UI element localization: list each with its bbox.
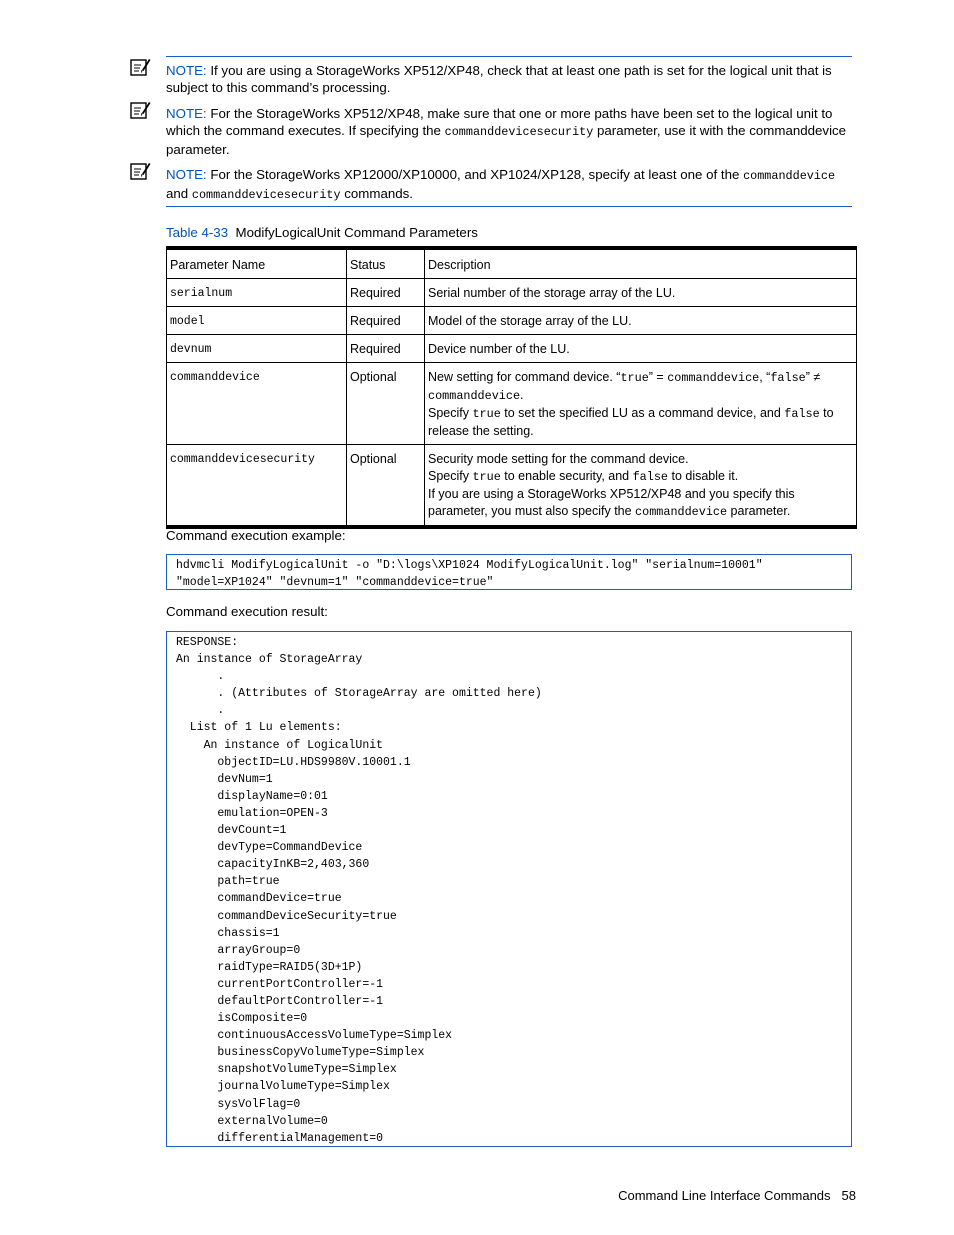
- table-row: [167, 363, 857, 445]
- inline-text: ” =: [648, 370, 668, 384]
- header-description: Description: [425, 248, 857, 279]
- inline-code: commanddevicesecurity: [191, 188, 341, 202]
- inline-text: Security mode setting for the command device.: [428, 452, 689, 466]
- inline-code: commanddevicesecurity: [444, 125, 594, 139]
- note-label: NOTE:: [166, 106, 207, 121]
- description-line: [428, 468, 853, 486]
- inline-code: false: [784, 407, 820, 421]
- header-status: Status: [347, 248, 425, 279]
- note-pad-icon: [130, 57, 151, 77]
- table-caption: [166, 225, 478, 240]
- note-label: NOTE:: [166, 167, 207, 182]
- parameter-name-cell: model: [167, 307, 347, 335]
- inline-text: commands.: [340, 186, 413, 201]
- table-row: [167, 445, 857, 528]
- inline-code: true: [620, 371, 649, 385]
- example-code: hdvmcli ModifyLogicalUnit -o "D:\logs\XP1024 ModifyLogicalUnit.log" "serialnum=10001" "model=XP1024" "devnum=1" "commanddevice=true": [176, 559, 763, 590]
- parameters-table: [166, 246, 857, 529]
- description-line: [428, 369, 853, 405]
- inline-text: Specify: [428, 469, 473, 483]
- inline-text: ” ≠: [805, 370, 821, 384]
- note-text: [166, 62, 856, 96]
- inline-text: and: [166, 186, 192, 201]
- parameter-name-cell: devnum: [167, 335, 347, 363]
- inline-text: to disable it.: [668, 469, 739, 483]
- inline-code: commanddevice: [743, 169, 836, 183]
- inline-text: .: [520, 388, 524, 402]
- status-cell: Optional: [347, 363, 425, 445]
- note-text: [166, 166, 856, 204]
- example-label: Command execution example:: [166, 528, 346, 543]
- description-line: [428, 285, 853, 302]
- note-pad-icon: [130, 100, 151, 120]
- table-row: [167, 307, 857, 335]
- inline-code: false: [770, 371, 806, 385]
- status-cell: Required: [347, 307, 425, 335]
- table-row: [167, 335, 857, 363]
- footer-section: Command Line Interface Commands: [618, 1188, 831, 1203]
- inline-text: to set the specified LU as a command device, and: [500, 406, 785, 420]
- inline-code: commanddevice: [667, 371, 760, 385]
- inline-code: true: [472, 470, 501, 484]
- inline-text: to enable security, and: [500, 469, 633, 483]
- note-label: NOTE:: [166, 63, 207, 78]
- inline-text: For the StorageWorks XP512/XP48, make sure that one or more paths have been set to the logical unit to which the command executes. If specifying the: [166, 106, 833, 138]
- inline-text: to release the setting.: [428, 406, 834, 438]
- description-line: [428, 405, 853, 440]
- inline-text: If you are using a StorageWorks XP512/XP48 and you specify this parameter, you must also specify the: [428, 487, 795, 518]
- inline-text: parameter.: [727, 504, 791, 518]
- inline-text: Device number of the LU.: [428, 342, 570, 356]
- inline-text: parameter, use it with the commanddevice parameter.: [166, 123, 847, 157]
- description-cell: [425, 279, 857, 307]
- inline-code: commanddevice: [428, 389, 521, 403]
- page-number: 58: [841, 1188, 856, 1203]
- description-cell: [425, 445, 857, 528]
- table-row: [167, 279, 857, 307]
- status-cell: Required: [347, 335, 425, 363]
- result-code: RESPONSE: An instance of StorageArray . . (Attributes of StorageArray are omitted here) . List of 1 Lu elements: An instance of LogicalUnit objectID=LU.HDS9980V.10001.1 devNum=1 displayName=0:01 emulation=OPEN-3 devCount=1 devType=CommandDevice capacityInKB=2,403,360 path=true commandDevice=true commandDeviceSecurity=true chassis=1 arrayGroup=0 raidType=RAID5(3D+1P) currentPortController=-1 defaultPortController=-1 isComposite=0 continuousAccessVolumeType=Simplex businessCopyVolumeType=Simplex snapshotVolumeType=Simplex journalVolumeType=Simplex sysVolFlag=0 externalVolume=0 differentialManagement=0: [176, 636, 542, 1145]
- parameter-name-cell: serialnum: [167, 279, 347, 307]
- notes-top-rule: [166, 56, 852, 57]
- table-number: Table 4-33: [166, 225, 229, 240]
- description-line: [428, 341, 853, 358]
- page-footer: [618, 1188, 856, 1203]
- result-code-box: [166, 631, 852, 1147]
- example-code-box: [166, 554, 852, 590]
- result-label: Command execution result:: [166, 604, 328, 619]
- parameter-name-cell: commanddevicesecurity: [167, 445, 347, 528]
- note-text: [166, 105, 856, 158]
- description-cell: [425, 335, 857, 363]
- description-cell: [425, 307, 857, 335]
- inline-text: If you are using a StorageWorks XP512/XP48, check that at least one path is set for the logical unit that is subject to this command’s processing.: [166, 63, 832, 95]
- description-line: [428, 486, 853, 521]
- inline-text: Model of the storage array of the LU.: [428, 314, 632, 328]
- description-line: [428, 313, 853, 330]
- status-cell: Optional: [347, 445, 425, 528]
- inline-text: For the StorageWorks XP12000/XP10000, and XP1024/XP128, specify at least one of the: [206, 167, 744, 182]
- status-cell: Required: [347, 279, 425, 307]
- inline-text: Serial number of the storage array of the LU.: [428, 286, 676, 300]
- parameter-name-cell: commanddevice: [167, 363, 347, 445]
- note-pad-icon: [130, 161, 151, 181]
- inline-code: true: [472, 407, 501, 421]
- inline-text: , “: [759, 370, 771, 384]
- header-parameter-name: Parameter Name: [167, 248, 347, 279]
- inline-text: New setting for command device. “: [428, 370, 621, 384]
- notes-bottom-rule: [166, 206, 852, 207]
- inline-code: commanddevice: [635, 505, 728, 519]
- description-cell: [425, 363, 857, 445]
- table-header-row: [167, 248, 857, 279]
- description-line: [428, 451, 853, 468]
- table-title: ModifyLogicalUnit Command Parameters: [235, 225, 478, 240]
- inline-text: Specify: [428, 406, 473, 420]
- inline-code: false: [632, 470, 668, 484]
